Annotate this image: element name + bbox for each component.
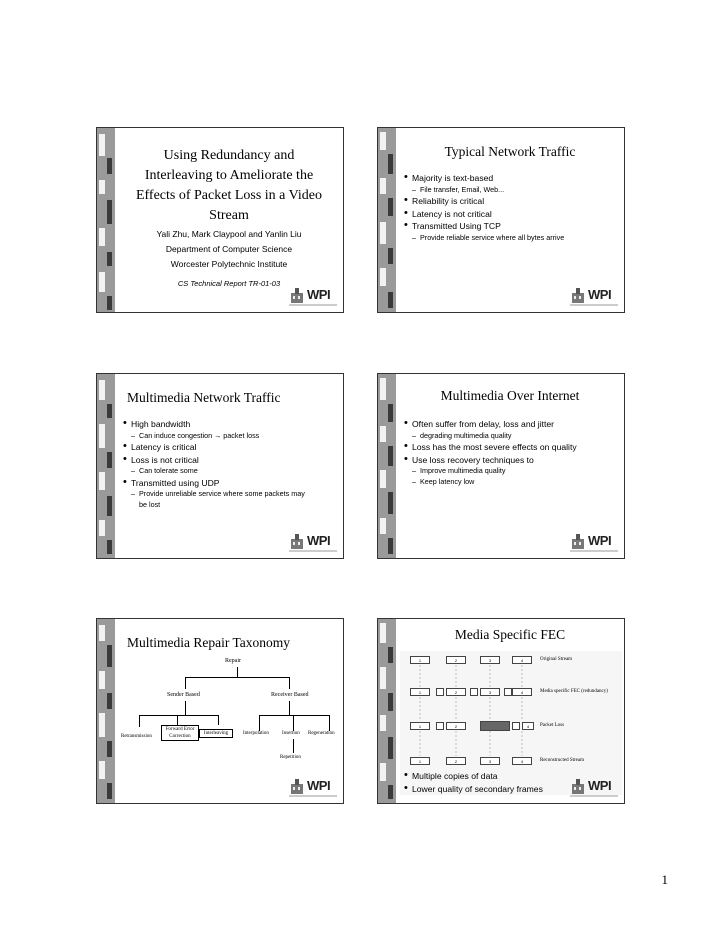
bullet-item: • Often suffer from delay, loss and jitter — [404, 418, 616, 431]
slide-strip — [378, 374, 396, 558]
row-label-original: Original Stream — [540, 657, 573, 662]
fec-packet: 2 — [446, 688, 466, 696]
report-number: CS Technical Report TR-01-03 — [177, 279, 281, 288]
sub-bullet-item: – degrading multimedia quality — [404, 431, 616, 442]
slide-1 — [96, 127, 344, 313]
sub-bullet-item: – Keep latency low — [404, 477, 616, 488]
sub-bullet-item: – Provide reliable service where all bytes arrive — [404, 233, 616, 244]
department: Department of Computer Science — [165, 244, 293, 254]
slide-title: Using Redundancy and Interleaving to Ameliorate the Effects of Packet Loss in a Video Stream — [135, 148, 323, 223]
sub-bullet-item: – Can induce congestion → packet loss — [123, 431, 335, 442]
fec-packet: 3 — [480, 688, 500, 696]
bullet-item: • Reliability is critical — [404, 195, 616, 208]
bullet-list — [404, 418, 616, 487]
slide-title: Typical Network Traffic — [444, 144, 576, 159]
slide-5 — [96, 618, 344, 804]
fec-packet: 1 — [410, 722, 430, 730]
node-interpolation: Interpolation — [243, 731, 269, 736]
slide-title: Media Specific FEC — [454, 627, 566, 642]
row-label-fec: Media specific FEC (redundancy) — [540, 689, 608, 694]
slide-3 — [96, 373, 344, 559]
bullet-item: • Loss is not critical — [123, 454, 335, 467]
sub-bullet-item: – File transfer, Email, Web... — [404, 185, 616, 196]
wpi-logo: WPI — [570, 286, 618, 306]
slide-2 — [377, 127, 625, 313]
bullet-item: • Use loss recovery techniques to — [404, 454, 616, 467]
bullet-item: • Loss has the most severe effects on quality — [404, 441, 616, 454]
fec-packet: 4 — [512, 656, 532, 664]
slide-4 — [377, 373, 625, 559]
institution: Worcester Polytechnic Institute — [170, 259, 288, 269]
node-sender-based: Sender Based — [167, 692, 200, 698]
node-repetition: Repetition — [280, 755, 301, 760]
slide-strip — [378, 128, 396, 312]
fec-packet: 1 — [410, 757, 430, 765]
fec-packet: 4 — [522, 722, 534, 730]
wpi-logo: WPI — [570, 532, 618, 552]
sub-bullet-item: – Can tolerate some — [123, 466, 335, 477]
authors: Yali Zhu, Mark Claypool and Yanlin Liu — [156, 229, 302, 239]
bullet-item: • Transmitted Using TCP — [404, 220, 616, 233]
bullet-item: • Lower quality of secondary frames — [404, 783, 616, 796]
sub-bullet-item: – Improve multimedia quality — [404, 466, 616, 477]
row-label-reconstructed: Reconstructed Stream — [540, 758, 585, 763]
node-insertion: Insertion — [282, 731, 300, 736]
node-retransmission: Retransmission — [121, 734, 152, 739]
bullet-item: • Transmitted using UDP — [123, 477, 335, 490]
fec-packet: 2 — [446, 722, 466, 730]
bullet-item: • Latency is critical — [123, 441, 335, 454]
wpi-logo: WPI — [570, 777, 618, 797]
slide-title: Multimedia Repair Taxonomy — [127, 635, 291, 650]
fec-packet: 2 — [446, 757, 466, 765]
wpi-logo: WPI — [289, 286, 337, 306]
page-number: 1 — [661, 872, 668, 887]
node-receiver-based: Receiver Based — [271, 692, 309, 698]
slide-strip — [378, 619, 396, 803]
node-repair: Repair — [225, 658, 241, 664]
bullet-item: • Latency is not critical — [404, 208, 616, 221]
fec-packet: 4 — [512, 757, 532, 765]
bullet-item: • High bandwidth — [123, 418, 335, 431]
slide-title: Multimedia Over Internet — [440, 388, 580, 403]
slide-title: Multimedia Network Traffic — [127, 390, 281, 405]
slide-6 — [377, 618, 625, 804]
fec-packet: 1 — [410, 656, 430, 664]
fec-packet: 1 — [410, 688, 430, 696]
fec-packet: 2 — [446, 656, 466, 664]
row-label-loss: Packet Loss — [540, 723, 565, 728]
bullet-list — [404, 172, 616, 243]
node-interleaving: Interleaving — [199, 729, 233, 738]
fec-packet: 4 — [512, 688, 532, 696]
slide-strip — [97, 128, 115, 312]
fec-packet: 3 — [480, 757, 500, 765]
slide-strip — [97, 619, 115, 803]
bullet-item: • Multiple copies of data — [404, 770, 616, 783]
fec-packet: 3 — [480, 656, 500, 664]
slide-strip — [97, 374, 115, 558]
bullet-list — [123, 418, 335, 510]
node-regeneration: Regeneration — [308, 731, 335, 736]
node-forward-error-correction: Forward Error Correction — [161, 725, 199, 741]
wpi-logo: WPI — [289, 532, 337, 552]
bullet-item: • Majority is text-based — [404, 172, 616, 185]
sub-bullet-item: – Provide unreliable service where some packets may be lost — [123, 489, 309, 510]
wpi-logo: WPI — [289, 777, 337, 797]
